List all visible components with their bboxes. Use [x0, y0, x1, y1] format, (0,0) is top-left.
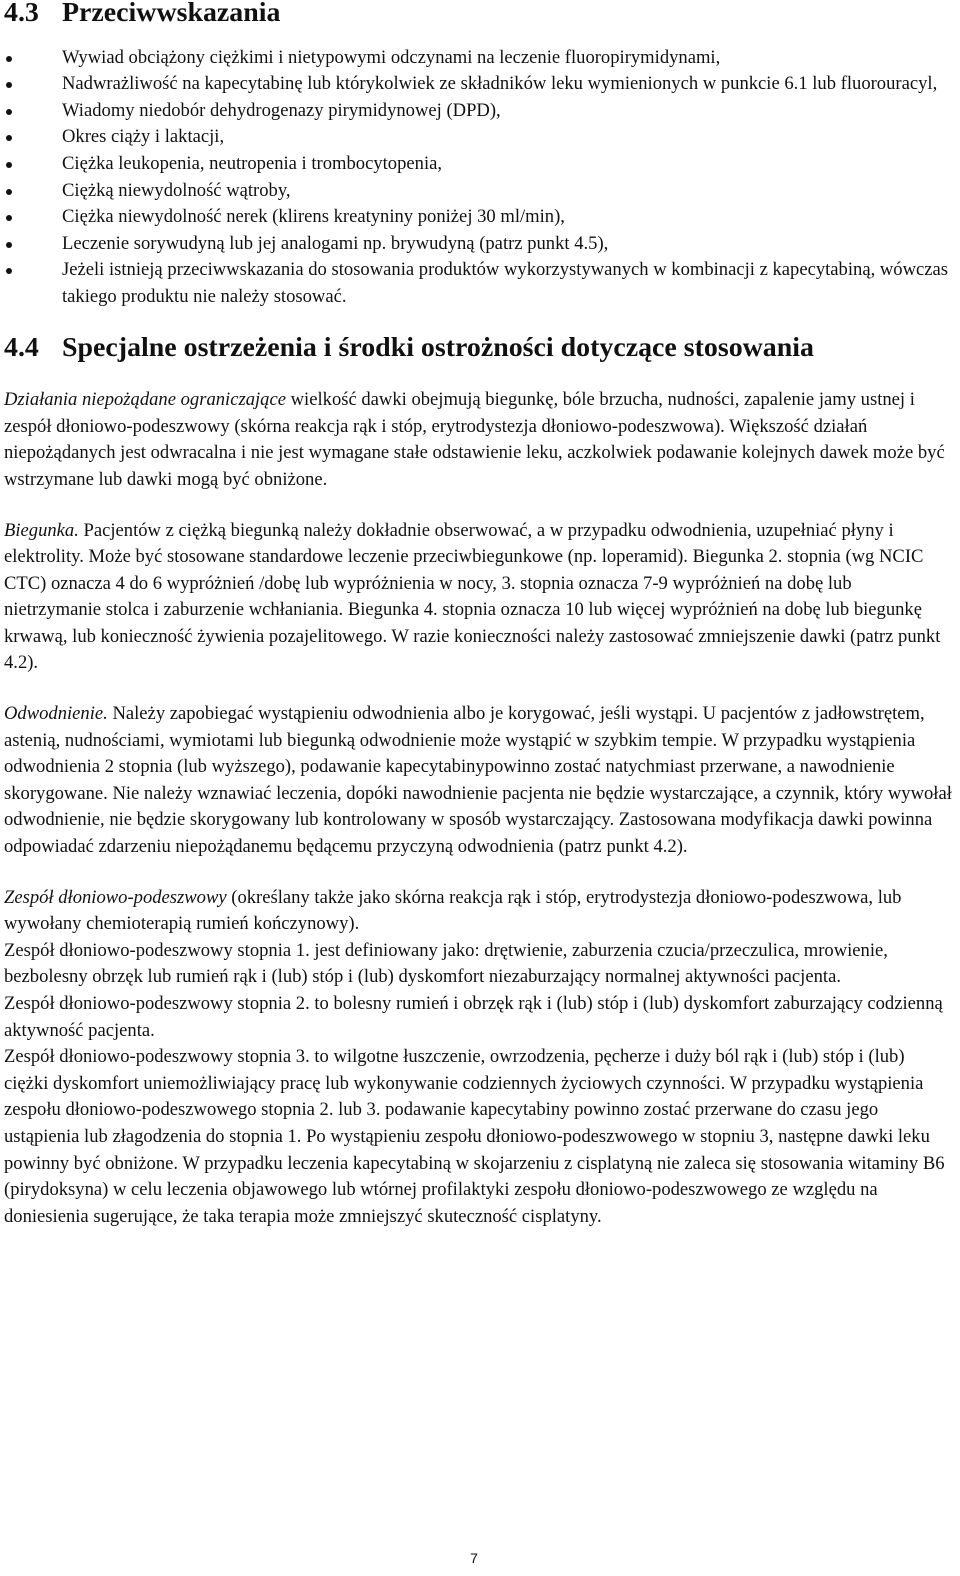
list-item: Jeżeli istnieją przeciwwskazania do stosowania produktów wykorzystywanych w kombinacji z kapecytabiną, wówczas takiego produktu nie należy stosować.: [4, 257, 952, 310]
paragraph-text: (określany także jako skórna reakcja rąk i stóp, erytrodystezja dłoniowo-podeszwowa, lub wywołany chemioterapią rumień kończynowy).: [4, 886, 902, 935]
list-item: Ciężką niewydolność wątroby,: [4, 178, 952, 205]
paragraph-lead: Odwodnienie.: [4, 703, 108, 725]
list-item: Wywiad obciążony ciężkimi i nietypowymi odczynami na leczenie fluoropirymidynami,: [4, 45, 952, 72]
section-number: 4.4: [4, 331, 39, 363]
paragraph-text: wielkość dawki obejmują biegunkę, bóle brzucha, nudności, zapalenie jamy ustnej i zespół dłoniowo-podeszwowy (skórna reakcja rąk i stóp, erytrodystezja dłoniowo-podeszwowa). Większość działań niepożądanych jest odwracalna i nie jest wymagane stałe odstawienie leku, aczkolwiek podawanie kolejnych dawek może być wstrzymane lub dawki mogą być obniżone.: [4, 389, 945, 490]
list-item: Leczenie sorywudyną lub jej analogami np. brywudyną (patrz punkt 4.5),: [4, 231, 952, 258]
paragraph-hand-foot-syndrome: [4, 885, 952, 938]
list-item: Okres ciąży i laktacji,: [4, 124, 952, 151]
list-item: Ciężka niewydolność nerek (klirens kreatyniny poniżej 30 ml/min),: [4, 204, 952, 231]
paragraph-grade-1: Zespół dłoniowo-podeszwowy stopnia 1. jest definiowany jako: drętwienie, zaburzenia czucia/przeczulica, mrowienie, bezbolesny obrzęk lub rumień rąk i (lub) stóp i (lub) dyskomfort niezaburzający normalnej aktywności pacjenta.: [4, 939, 888, 988]
list-item: Nadwrażliwość na kapecytabinę lub którykolwiek ze składników leku wymienionych w punkcie 6.1 lub fluorouracyl,: [4, 71, 952, 98]
section-title: Specjalne ostrzeżenia i środki ostrożności dotyczące stosowania: [62, 331, 814, 363]
paragraph-text: Należy zapobiegać wystąpieniu odwodnienia albo je korygować, jeśli wystąpi. U pacjentów z jadłowstrętem, astenią, nudnościami, wymiotami lub biegunką odwodnienie może wystąpić w szybkim tempie. W przypadku wystąpienia odwodnienia 2 stopnia (lub wyższego), podawanie kapecytabinypowinno zostać natychmiast przerwane, a nawodnienie skorygowane. Nie należy wznawiać leczenia, dopóki nawodnienie pacjenta nie będzie wystarczające, a czynnik, który wywołał odwodnienie, nie będzie skorygowany lub kontrolowany w sposób wystarczający. Zastosowana modyfikacja dawki powinna odpowiadać zdarzeniu niepożądanemu będącemu przyczyną odwodnienia (patrz punkt 4.2).: [4, 703, 952, 858]
section-number: 4.3: [4, 0, 39, 28]
paragraph-dehydration: [4, 701, 952, 861]
list-item: Ciężka leukopenia, neutropenia i trombocytopenia,: [4, 151, 952, 178]
paragraph-grade-2: Zespół dłoniowo-podeszwowy stopnia 2. to bolesny rumień i obrzęk rąk i (lub) stóp i (lub) dyskomfort zaburzający codzienną aktywność pacjenta.: [4, 993, 943, 1041]
paragraph-lead: Biegunka.: [4, 519, 79, 541]
list-item: Wiadomy niedobór dehydrogenazy pirymidynowej (DPD),: [4, 98, 952, 125]
contraindications-list: [4, 45, 952, 311]
paragraph-lead: Zespół dłoniowo-podeszwowy: [4, 886, 227, 908]
paragraph-diarrhea: [4, 518, 952, 678]
paragraph-grade-3: Zespół dłoniowo-podeszwowy stopnia 3. to wilgotne łuszczenie, owrzodzenia, pęcherze i duży ból rąk i (lub) stóp i (lub) ciężki dyskomfort uniemożliwiający pracę lub wykonywanie codziennych życiowych czynności. W przypadku wystąpienia zespołu dłoniowo-podeszwowego stopnia 2. lub 3. podawanie kapecytabiny powinno zostać przerwane do czasu jego ustąpienia lub złagodzenia do stopnia 1. Po wystąpieniu zespołu dłoniowo-podeszwowego w stopniu 3, następne dawki leku powinny być obniżone. W przypadku leczenia kapecytabiną w skojarzeniu z cisplatyną nie zaleca się stosowania witaminy B6 (pirydoksyna) w celu leczenia objawowego lub wtórnej profilaktyki zespołu dłoniowo-podeszwowego ze względu na doniesienia sugerujące, że taka terapia może zmniejszyć skuteczność cisplatyny.: [4, 1046, 945, 1227]
paragraph-text: Pacjentów z ciężką biegunką należy dokładnie obserwować, a w przypadku odwodnienia, uzupełniać płyny i elektrolity. Może być stosowane standardowe leczenie przeciwbiegunkowe (np. loperamid). Biegunka 2. stopnia (wg NCIC CTC) oznacza 4 do 6 wypróżnień /dobę lub wypróżnienia w nocy, 3. stopnia oznacza 7-9 wypróżnień na dobę lub nietrzymanie stolca i zaburzenie wchłaniania. Biegunka 4. stopnia oznacza 10 lub więcej wypróżnień na dobę lub biegunkę krwawą, lub konieczność żywienia pozajelitowego. W razie konieczności należy zastosować zmniejszenie dawki (patrz punkt 4.2).: [4, 519, 941, 674]
section-heading-4-4: [4, 331, 952, 363]
document-page: [4, 0, 952, 1230]
page-number: 7: [470, 1550, 478, 1566]
section-heading-4-3: [4, 0, 952, 27]
paragraph-lead: Działania niepożądane ograniczające: [4, 389, 286, 411]
section-title: Przeciwwskazania: [62, 0, 281, 28]
paragraph-adverse-effects: [4, 387, 952, 493]
